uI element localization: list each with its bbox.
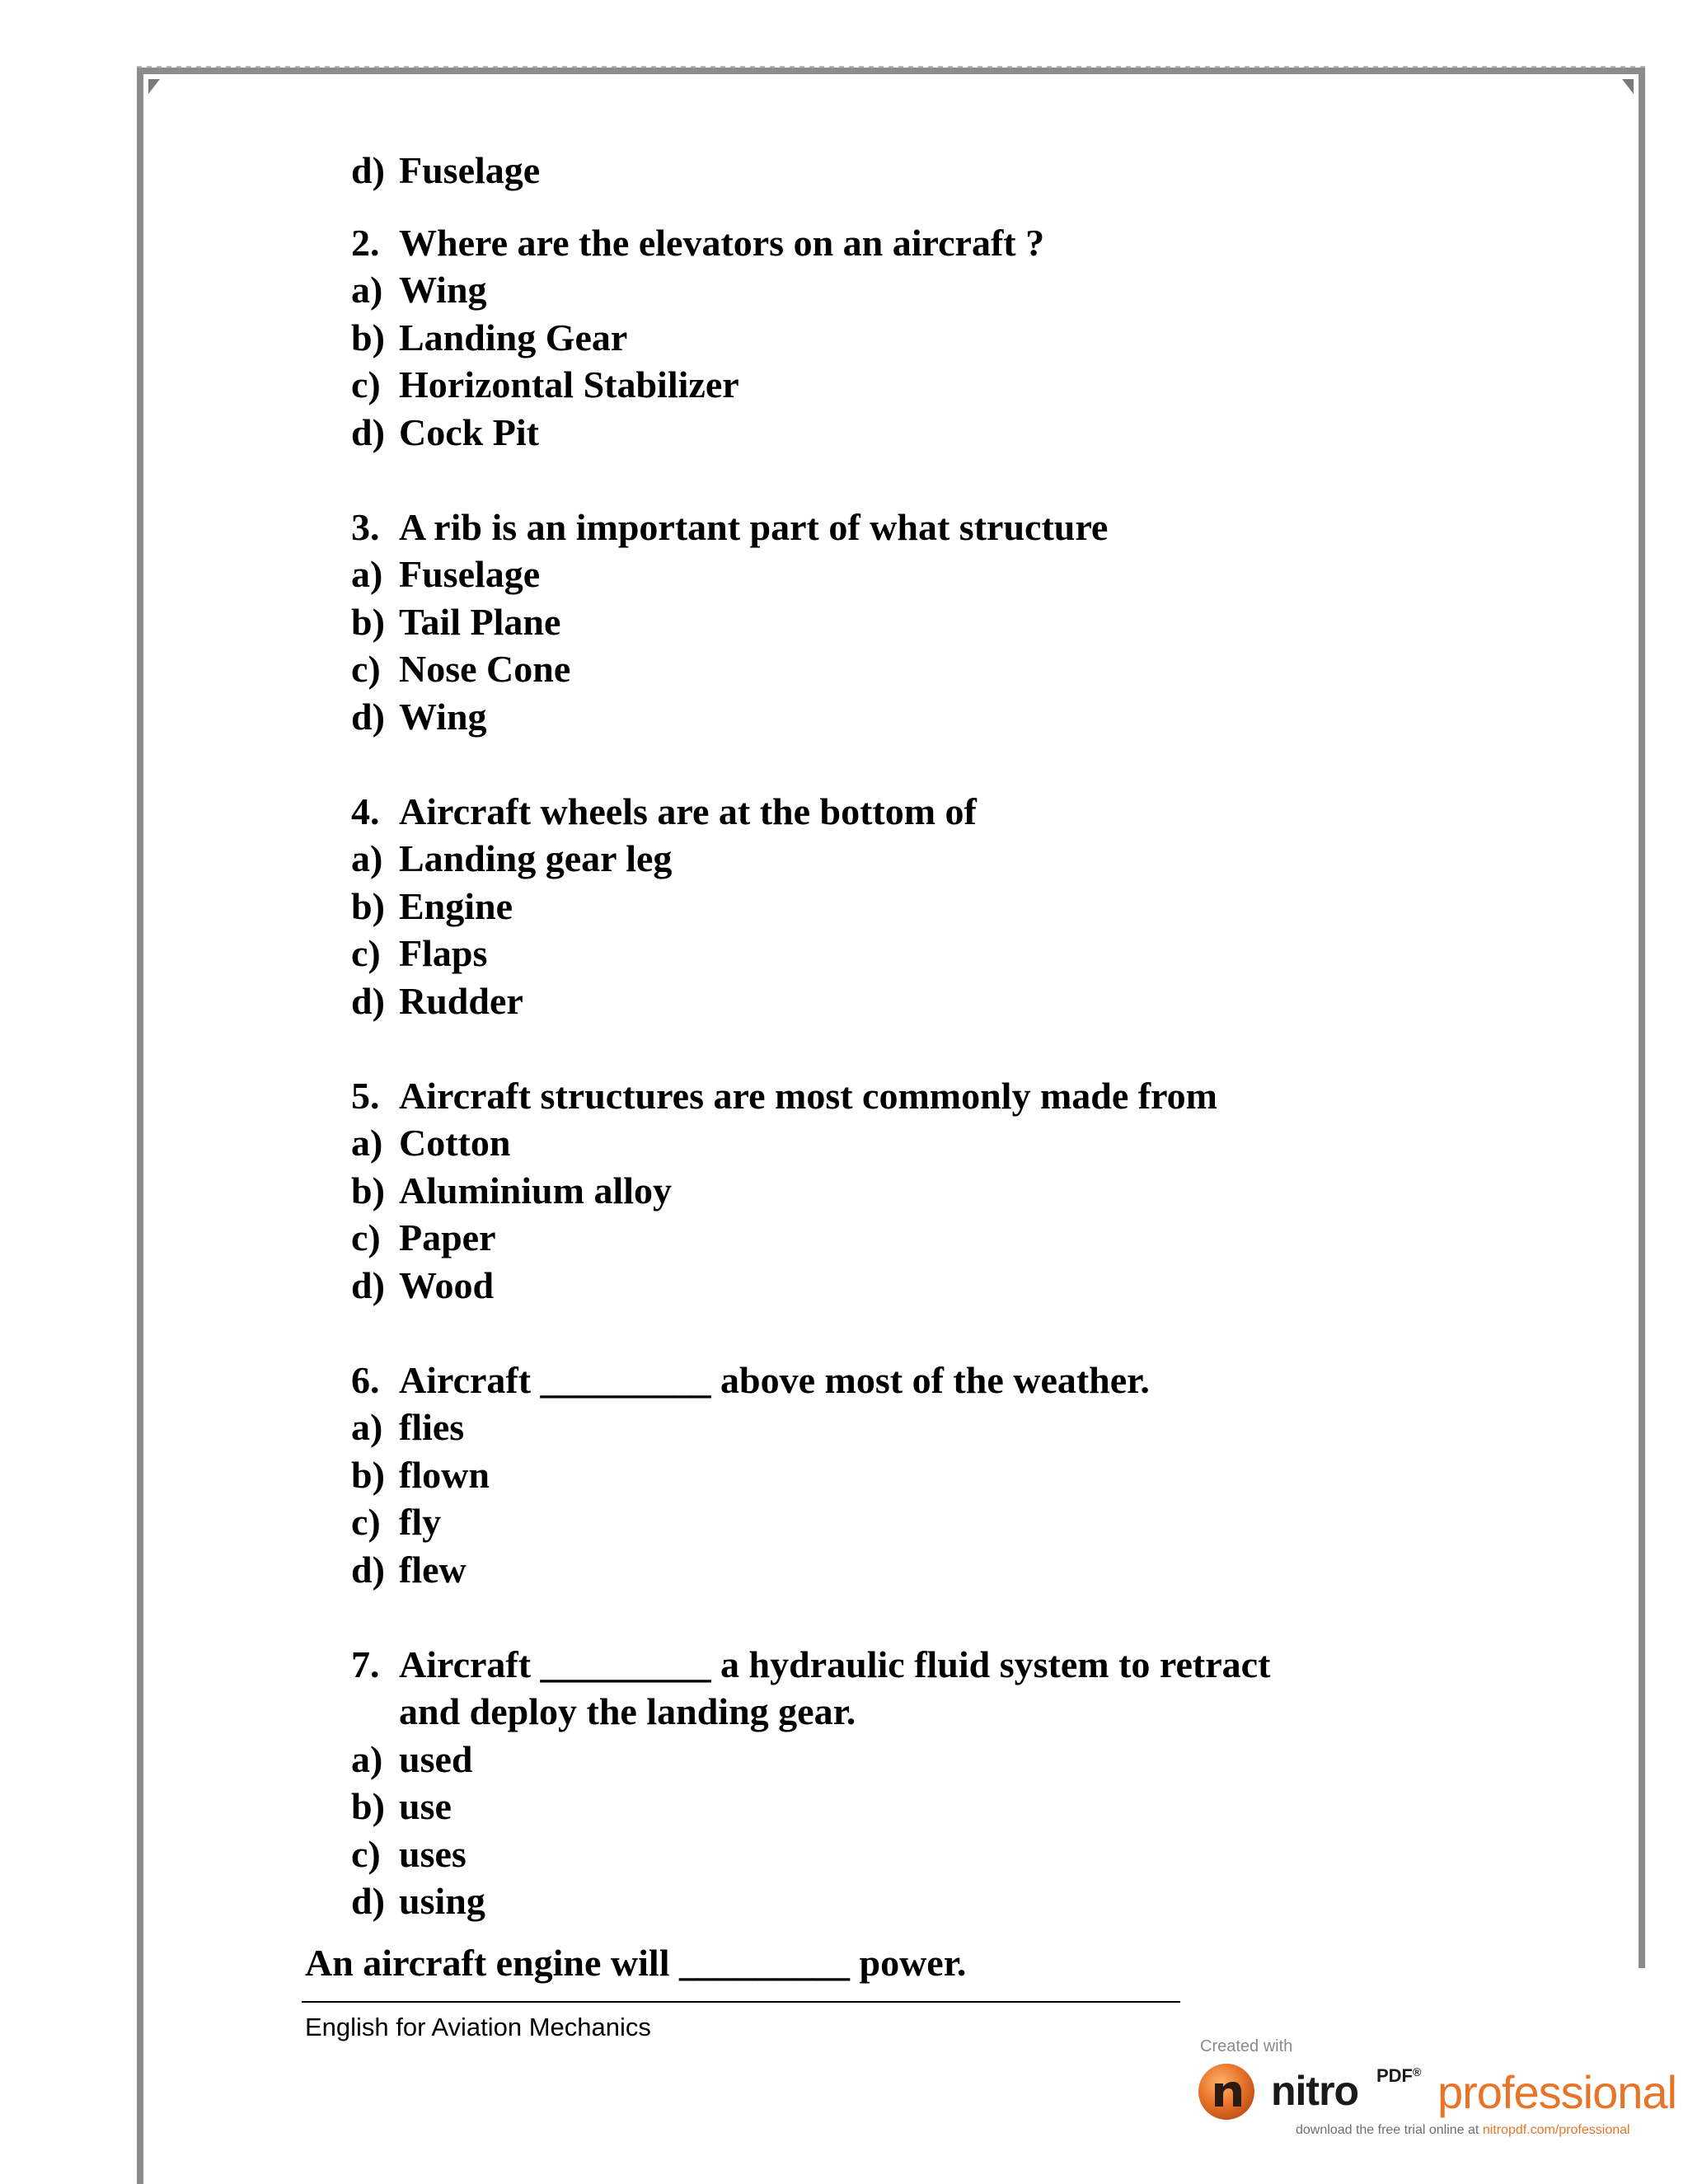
page-border-left (137, 68, 143, 2184)
option-text: Wood (399, 1263, 495, 1306)
option-line (351, 1451, 1489, 1499)
option-line (351, 1830, 1489, 1878)
option-line (351, 835, 1489, 883)
option-line (351, 1498, 1489, 1546)
watermark-download-link[interactable]: nitropdf.com/professional (1482, 2123, 1630, 2137)
option-line (351, 1167, 1489, 1215)
question-number: 5. (351, 1074, 380, 1117)
option-label: b) (351, 1169, 385, 1212)
option-line (351, 1262, 1489, 1310)
watermark-edition: professional (1437, 2066, 1676, 2118)
option-label: c) (351, 1832, 381, 1875)
option-label: d) (351, 1548, 385, 1591)
question-text: Aircraft _________ above most of the weather. (399, 1358, 1150, 1401)
corner-ornament-left (148, 79, 160, 94)
option-line (351, 883, 1489, 930)
option-line (351, 1877, 1489, 1925)
option-label: c) (351, 648, 381, 690)
watermark-created-with: Created with (1200, 2037, 1293, 2055)
page-border-right (1639, 68, 1645, 1968)
option-text: Landing gear leg (399, 837, 673, 879)
question-4 (351, 788, 1489, 836)
nitro-watermark (1197, 2034, 1675, 2149)
question-number: 2. (351, 221, 380, 264)
option-line (351, 551, 1489, 598)
option-text: Fuselage (399, 149, 541, 191)
option-label: a) (351, 1122, 383, 1164)
question-6 (351, 1357, 1489, 1404)
option-label: a) (351, 837, 383, 879)
question-2 (351, 219, 1489, 267)
option-text: flew (399, 1548, 467, 1591)
option-line (351, 147, 1489, 194)
next-question-text: An aircraft engine will _________ power. (305, 1942, 967, 1984)
option-text: Wing (399, 695, 487, 738)
option-text: flown (399, 1453, 490, 1496)
option-label: a) (351, 1737, 383, 1780)
option-text: used (399, 1737, 473, 1780)
option-text: Nose Cone (399, 648, 571, 690)
option-label: c) (351, 1501, 381, 1543)
option-label: b) (351, 1785, 385, 1827)
option-text: Engine (399, 884, 513, 927)
option-text: use (399, 1785, 452, 1827)
option-line (351, 1736, 1489, 1783)
question-number: 3. (351, 505, 380, 548)
option-text: using (399, 1880, 485, 1922)
question-3 (351, 504, 1489, 551)
option-line (351, 693, 1489, 741)
option-label: d) (351, 149, 385, 191)
option-line (351, 361, 1489, 409)
option-text: Fuselage (399, 553, 541, 595)
option-text: Wing (399, 269, 487, 311)
question-text: Where are the elevators on an aircraft ? (399, 221, 1045, 264)
option-text: Rudder (399, 979, 523, 1022)
option-text: fly (399, 1501, 442, 1543)
option-line (351, 645, 1489, 693)
option-text: flies (399, 1406, 465, 1448)
footer-title: English for Aviation Mechanics (305, 2013, 651, 2041)
option-label: d) (351, 1263, 385, 1306)
option-text: Paper (399, 1216, 496, 1258)
question-text: Aircraft structures are most commonly made from (399, 1074, 1217, 1117)
watermark-pdf: PDF® (1376, 2065, 1422, 2086)
option-text: Flaps (399, 932, 488, 974)
option-label: d) (351, 695, 385, 738)
option-label: d) (351, 1880, 385, 1922)
question-text: A rib is an important part of what structure (399, 505, 1109, 548)
question-number: 6. (351, 1358, 380, 1401)
nitro-logo-icon (1197, 2062, 1256, 2121)
option-label: b) (351, 316, 385, 359)
question-text: Aircraft _________ a hydraulic fluid system to retract (399, 1643, 1271, 1685)
question-text-continued: and deploy the landing gear. (399, 1690, 856, 1732)
option-text: Cotton (399, 1122, 511, 1164)
option-line (351, 1783, 1489, 1830)
option-text: Cock Pit (399, 410, 539, 453)
corner-ornament-right (1622, 79, 1634, 94)
option-text: uses (399, 1832, 467, 1875)
option-text: Tail Plane (399, 600, 561, 643)
option-text: Aluminium alloy (399, 1169, 673, 1212)
option-text: Landing Gear (399, 316, 628, 359)
option-label: b) (351, 1453, 385, 1496)
option-label: b) (351, 884, 385, 927)
question-text: Aircraft wheels are at the bottom of (399, 790, 977, 832)
question-number: 4. (351, 790, 380, 832)
question-5 (351, 1072, 1489, 1120)
option-line (351, 1214, 1489, 1262)
option-label: d) (351, 410, 385, 453)
option-line (351, 930, 1489, 977)
watermark-download-note: download the free trial online at nitropdf.com/professional (1296, 2123, 1630, 2137)
watermark-brand: nitro (1271, 2068, 1359, 2114)
option-line (351, 1119, 1489, 1167)
option-line (351, 266, 1489, 314)
option-label: a) (351, 1406, 383, 1448)
footer-divider (302, 2001, 1180, 2003)
page-border-top (137, 68, 1645, 74)
option-label: b) (351, 600, 385, 643)
option-line (351, 1404, 1489, 1451)
option-label: a) (351, 269, 383, 311)
option-label: c) (351, 932, 381, 974)
option-label: c) (351, 1216, 381, 1258)
option-line (351, 598, 1489, 646)
question-number: 7. (351, 1643, 380, 1685)
option-line (351, 1546, 1489, 1594)
option-line (351, 314, 1489, 362)
option-label: c) (351, 363, 381, 405)
option-text: Horizontal Stabilizer (399, 363, 739, 405)
option-label: a) (351, 553, 383, 595)
question-7 (351, 1641, 1489, 1689)
option-line (351, 977, 1489, 1025)
option-label: d) (351, 979, 385, 1022)
question-list (351, 147, 1489, 1925)
option-line (351, 409, 1489, 457)
